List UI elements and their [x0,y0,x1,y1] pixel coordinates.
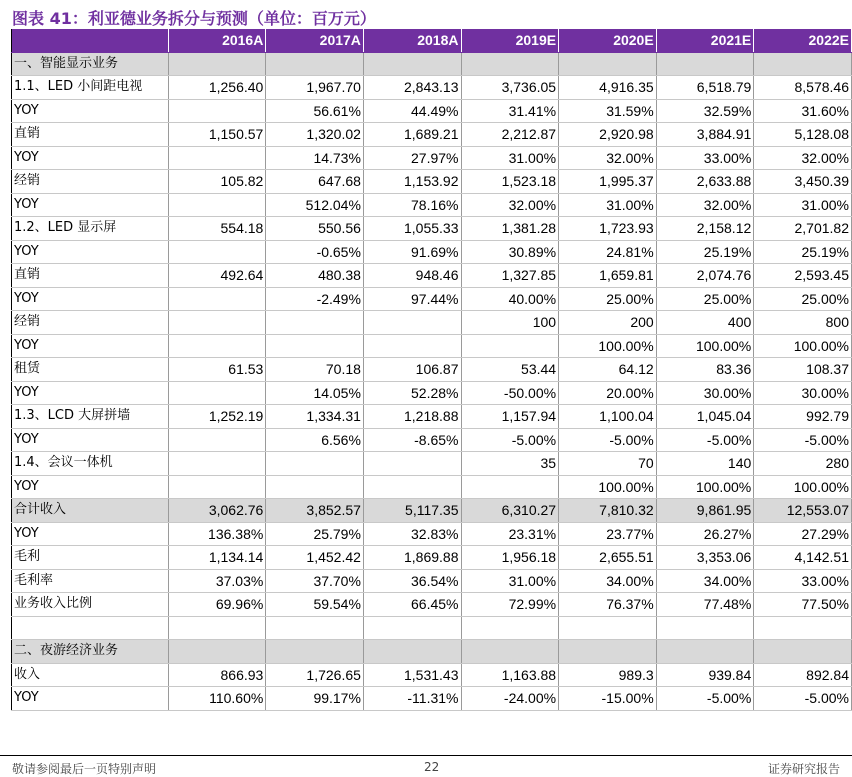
table-cell: 70.18 [266,358,364,382]
table-cell: -15.00% [559,687,657,711]
table-cell: 1,218.88 [363,405,461,429]
table-cell: 33.00% [656,146,754,170]
column-header: 2019E [461,29,559,52]
table-cell: 56.61% [266,99,364,123]
table-cell: 36.54% [363,569,461,593]
table-cell: 6,518.79 [656,76,754,100]
table-cell: 3,062.76 [168,499,266,523]
table-row [12,546,852,570]
table-cell: 4,142.51 [754,546,852,570]
table-cell: 5,128.08 [754,123,852,147]
table-row [12,123,852,147]
table-cell: 1,381.28 [461,217,559,241]
table-cell: 100 [461,311,559,335]
table-cell: 32.00% [656,193,754,217]
row-label: YOY [12,193,169,217]
table-cell: 2,158.12 [656,217,754,241]
table-cell: 37.03% [168,569,266,593]
table-row [12,475,852,499]
table-cell: 480.38 [266,264,364,288]
column-header: 2016A [168,29,266,52]
table-cell: 72.99% [461,593,559,617]
row-label: 1.1、LED 小间距电视 [12,76,169,100]
row-label: 直销 [12,123,169,147]
table-cell: 2,843.13 [363,76,461,100]
table-cell: 61.53 [168,358,266,382]
row-label: YOY [12,240,169,264]
table-cell: 2,633.88 [656,170,754,194]
table-cell: 492.64 [168,264,266,288]
table-cell: 34.00% [559,569,657,593]
table-cell: 554.18 [168,217,266,241]
table-cell: 31.00% [461,569,559,593]
table-cell: -24.00% [461,687,559,711]
table-row [12,240,852,264]
table-cell: 100.00% [559,334,657,358]
table-cell: 1,995.37 [559,170,657,194]
table-cell: 32.00% [461,193,559,217]
table-cell: 69.96% [168,593,266,617]
table-cell: 25.00% [656,287,754,311]
table-cell: -11.31% [363,687,461,711]
table-cell: 2,920.98 [559,123,657,147]
table-cell: 32.59% [656,99,754,123]
table-cell: 800 [754,311,852,335]
column-header: 2021E [656,29,754,52]
table-row [12,193,852,217]
row-label: 1.4、会议一体机 [12,452,169,476]
figure-title: 图表 41：利亚德业务拆分与预测（单位：百万元） [12,9,376,28]
table-cell: 400 [656,311,754,335]
row-label [12,616,169,640]
table-cell: 25.00% [559,287,657,311]
table-cell: 23.77% [559,522,657,546]
table-cell: 200 [559,311,657,335]
table-cell: 25.79% [266,522,364,546]
row-label: YOY [12,428,169,452]
total-row [12,499,852,523]
table-cell: 1,956.18 [461,546,559,570]
table-row [12,287,852,311]
table-cell: 20.00% [559,381,657,405]
table-cell: 31.60% [754,99,852,123]
table-cell: -8.65% [363,428,461,452]
table-cell: 1,150.57 [168,123,266,147]
table-cell: 26.27% [656,522,754,546]
table-cell [266,616,364,640]
table-cell: 647.68 [266,170,364,194]
table-cell: 35 [461,452,559,476]
table-cell: 37.70% [266,569,364,593]
footer-report-type: 证券研究报告 [768,762,841,776]
table-cell [168,381,266,405]
table-cell: 106.87 [363,358,461,382]
table-cell: 2,593.45 [754,264,852,288]
table-row [12,217,852,241]
page-footer [0,755,852,776]
table-cell [656,640,754,664]
row-label: YOY [12,475,169,499]
table-cell: 6.56% [266,428,364,452]
table-row [12,146,852,170]
column-header: 2022E [754,29,852,52]
table-row [12,381,852,405]
table-cell: 512.04% [266,193,364,217]
table-cell: 1,055.33 [363,217,461,241]
table-cell: 1,869.88 [363,546,461,570]
table-cell: 24.81% [559,240,657,264]
table-cell: 31.00% [559,193,657,217]
table-cell [461,640,559,664]
row-label: YOY [12,522,169,546]
table-cell: 7,810.32 [559,499,657,523]
table-cell [266,334,364,358]
table-row [12,663,852,687]
row-label: YOY [12,687,169,711]
table-cell [266,311,364,335]
table-cell: 32.00% [754,146,852,170]
table-row [12,405,852,429]
table-cell [266,452,364,476]
forecast-table [11,29,852,711]
table-cell: 1,327.85 [461,264,559,288]
row-label: 业务收入比例 [12,593,169,617]
table-cell: 25.00% [754,287,852,311]
table-cell [461,52,559,76]
table-cell [461,334,559,358]
table-cell: 78.16% [363,193,461,217]
table-cell: 25.19% [754,240,852,264]
table-cell: 100.00% [754,475,852,499]
row-label: YOY [12,381,169,405]
table-cell: 3,884.91 [656,123,754,147]
table-cell: -2.49% [266,287,364,311]
row-label: 收入 [12,663,169,687]
table-cell [168,99,266,123]
section-row [12,640,852,664]
table-cell [559,616,657,640]
table-cell: 53.44 [461,358,559,382]
table-cell: 3,852.57 [266,499,364,523]
column-header: 2018A [363,29,461,52]
table-cell [168,193,266,217]
table-row [12,99,852,123]
table-cell: 31.41% [461,99,559,123]
table-cell: 1,523.18 [461,170,559,194]
row-label: 经销 [12,170,169,194]
table-cell [559,640,657,664]
table-cell: 989.3 [559,663,657,687]
table-cell: 100.00% [656,475,754,499]
table-cell: 30.00% [656,381,754,405]
table-cell: 30.89% [461,240,559,264]
table-cell: -0.65% [266,240,364,264]
table-cell: 3,450.39 [754,170,852,194]
column-header: 2017A [266,29,364,52]
table-cell: 1,726.65 [266,663,364,687]
header-corner [12,29,169,52]
table-cell [168,616,266,640]
row-label: 1.3、LCD 大屏拼墙 [12,405,169,429]
table-header-row [12,29,852,52]
table-cell: -5.00% [656,687,754,711]
row-label: YOY [12,334,169,358]
table-cell: 1,689.21 [363,123,461,147]
table-cell [656,616,754,640]
table-cell [461,475,559,499]
table-cell: 1,967.70 [266,76,364,100]
row-label: 1.2、LED 显示屏 [12,217,169,241]
table-row [12,687,852,711]
table-cell: 1,045.04 [656,405,754,429]
table-cell: 27.29% [754,522,852,546]
table-cell [363,616,461,640]
table-cell: 939.84 [656,663,754,687]
table-row [12,452,852,476]
table-row [12,311,852,335]
table-cell: 110.60% [168,687,266,711]
table-row [12,616,852,640]
table-cell: 8,578.46 [754,76,852,100]
table-row [12,428,852,452]
table-cell: 9,861.95 [656,499,754,523]
table-cell: 1,452.42 [266,546,364,570]
table-cell: 1,334.31 [266,405,364,429]
row-label: YOY [12,287,169,311]
table-cell [168,640,266,664]
table-cell [363,452,461,476]
table-cell: 77.48% [656,593,754,617]
table-cell: 866.93 [168,663,266,687]
table-cell: 30.00% [754,381,852,405]
table-cell: 2,212.87 [461,123,559,147]
table-cell [168,475,266,499]
table-cell: 6,310.27 [461,499,559,523]
table-cell: 83.36 [656,358,754,382]
table-cell [363,311,461,335]
table-cell: 40.00% [461,287,559,311]
table-cell: 23.31% [461,522,559,546]
table-cell: 1,252.19 [168,405,266,429]
table-cell: 27.97% [363,146,461,170]
table-cell: 31.00% [754,193,852,217]
row-label: 合计收入 [12,499,169,523]
table-cell: 33.00% [754,569,852,593]
table-cell: 34.00% [656,569,754,593]
table-cell [168,146,266,170]
table-cell: 1,531.43 [363,663,461,687]
table-cell: 91.69% [363,240,461,264]
table-cell [461,616,559,640]
table-cell: 1,659.81 [559,264,657,288]
table-cell: -5.00% [461,428,559,452]
table-cell: 1,100.04 [559,405,657,429]
table-cell [754,616,852,640]
table-row [12,569,852,593]
table-cell: 4,916.35 [559,76,657,100]
table-cell: 31.59% [559,99,657,123]
table-cell: 32.00% [559,146,657,170]
table-cell: 1,256.40 [168,76,266,100]
table-cell: -5.00% [754,687,852,711]
table-cell: 100.00% [559,475,657,499]
table-cell: 44.49% [363,99,461,123]
row-label: YOY [12,99,169,123]
table-cell [754,52,852,76]
table-cell: 136.38% [168,522,266,546]
table-cell [168,52,266,76]
table-cell [168,452,266,476]
table-cell: -5.00% [754,428,852,452]
table-row [12,264,852,288]
table-cell: 1,163.88 [461,663,559,687]
row-label: 直销 [12,264,169,288]
table-row [12,522,852,546]
row-label: YOY [12,146,169,170]
table-cell: 2,701.82 [754,217,852,241]
table-cell [168,311,266,335]
table-cell: 59.54% [266,593,364,617]
table-cell: 2,074.76 [656,264,754,288]
table-cell: -5.00% [656,428,754,452]
table-cell: 77.50% [754,593,852,617]
table-cell [754,640,852,664]
table-cell: 64.12 [559,358,657,382]
row-label: 租赁 [12,358,169,382]
table-cell: 3,736.05 [461,76,559,100]
column-header: 2020E [559,29,657,52]
table-cell [266,640,364,664]
table-row [12,334,852,358]
table-cell [363,640,461,664]
table-cell: 100.00% [754,334,852,358]
table-cell [168,428,266,452]
row-label: 二、夜游经济业务 [12,640,169,664]
table-cell: 66.45% [363,593,461,617]
table-row [12,593,852,617]
table-row [12,170,852,194]
table-cell [168,334,266,358]
table-cell: -50.00% [461,381,559,405]
table-cell: 97.44% [363,287,461,311]
table-cell: 992.79 [754,405,852,429]
table-cell [266,52,364,76]
table-cell: 100.00% [656,334,754,358]
table-cell: 1,157.94 [461,405,559,429]
row-label: 毛利率 [12,569,169,593]
table-cell: 5,117.35 [363,499,461,523]
table-cell: 99.17% [266,687,364,711]
table-cell: 52.28% [363,381,461,405]
table-cell [168,240,266,264]
table-row [12,358,852,382]
table-cell: 1,153.92 [363,170,461,194]
table-cell [266,475,364,499]
page-number: 22 [424,760,440,774]
table-cell: 14.73% [266,146,364,170]
table-cell: 12,553.07 [754,499,852,523]
table-cell: 1,134.14 [168,546,266,570]
table-cell [363,475,461,499]
table-cell: 1,320.02 [266,123,364,147]
row-label: 毛利 [12,546,169,570]
table-cell: 14.05% [266,381,364,405]
table-cell: 105.82 [168,170,266,194]
table-cell: 108.37 [754,358,852,382]
section-row [12,52,852,76]
table-row [12,76,852,100]
table-cell: 892.84 [754,663,852,687]
table-cell: 2,655.51 [559,546,657,570]
row-label: 一、智能显示业务 [12,52,169,76]
table-cell: 550.56 [266,217,364,241]
table-cell: 1,723.93 [559,217,657,241]
table-cell [168,287,266,311]
table-cell [656,52,754,76]
table-cell: 948.46 [363,264,461,288]
table-cell: -5.00% [559,428,657,452]
table-cell: 25.19% [656,240,754,264]
table-cell: 32.83% [363,522,461,546]
table-cell: 31.00% [461,146,559,170]
table-cell: 280 [754,452,852,476]
row-label: 经销 [12,311,169,335]
table-cell [559,52,657,76]
footer-disclaimer: 敬请参阅最后一页特别声明 [12,762,157,776]
table-cell: 140 [656,452,754,476]
table-cell: 76.37% [559,593,657,617]
table-cell: 3,353.06 [656,546,754,570]
table-cell [363,52,461,76]
table-cell: 70 [559,452,657,476]
table-cell [363,334,461,358]
